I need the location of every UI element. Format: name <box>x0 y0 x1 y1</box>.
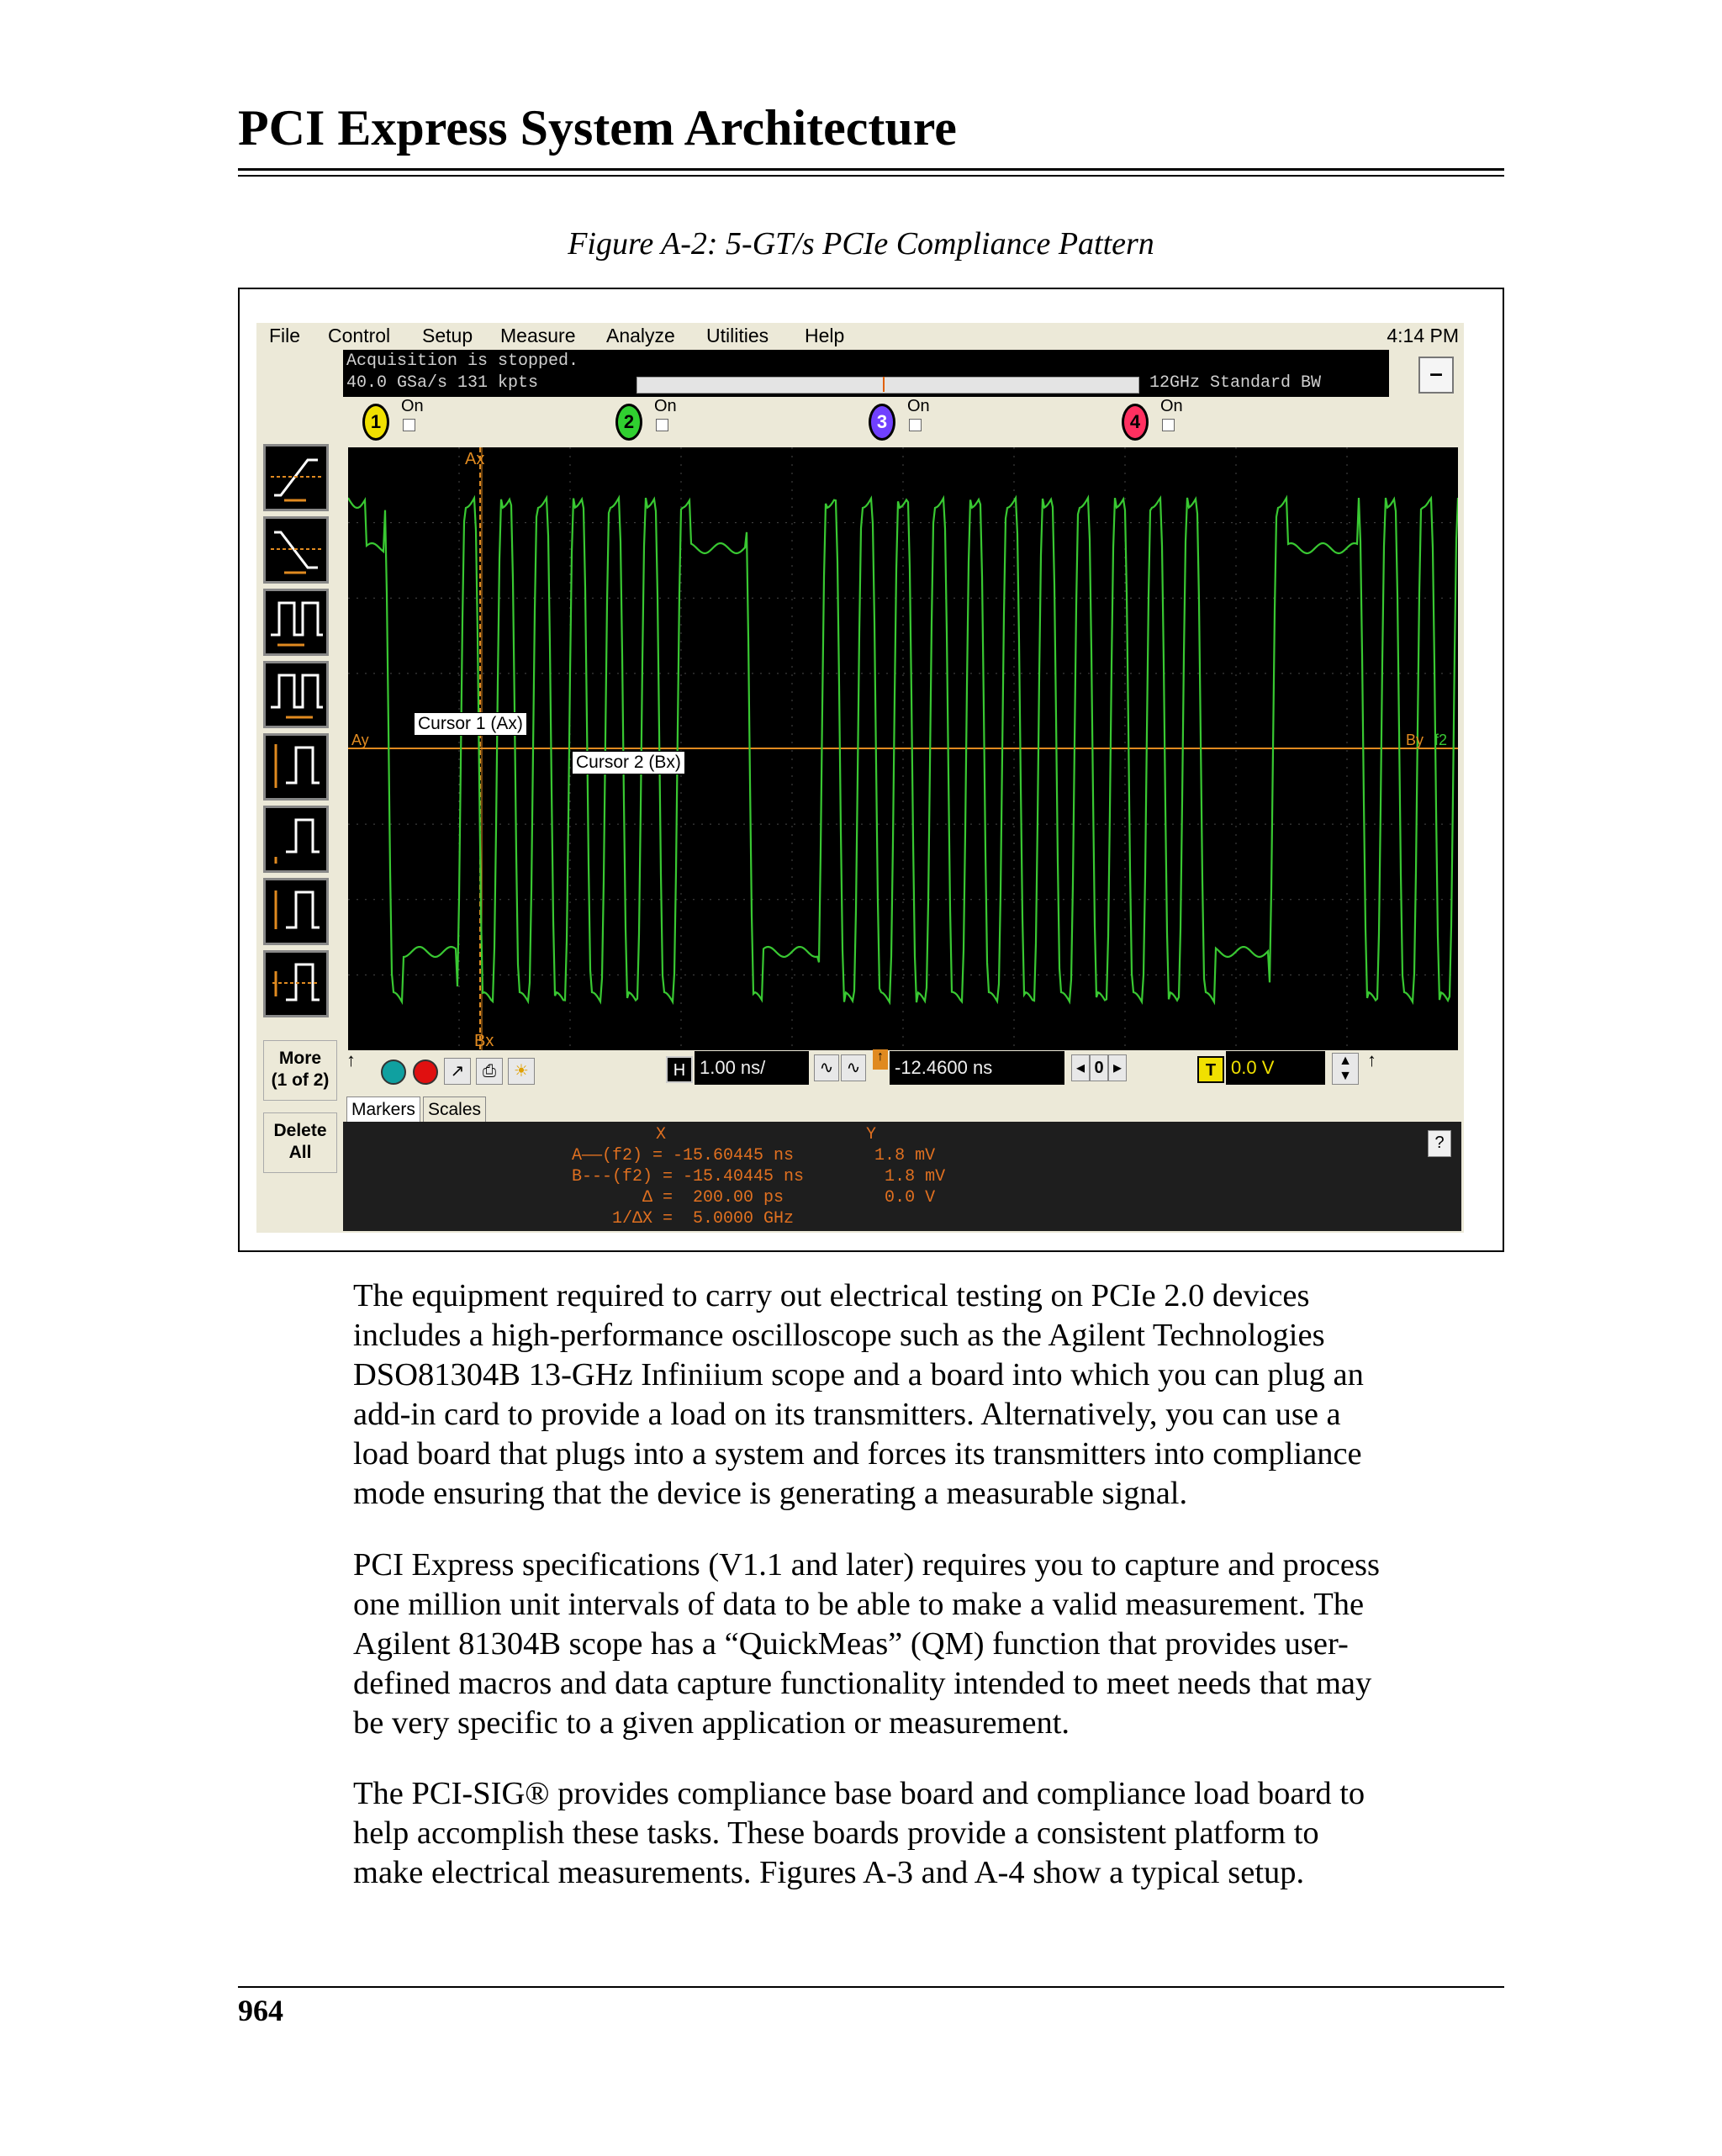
paragraph-2 <box>353 1546 1502 1743</box>
paragraph-1 <box>353 1276 1502 1514</box>
fine-adjust-icon[interactable]: ∿ <box>814 1054 839 1081</box>
channel-2-checkbox[interactable] <box>656 419 668 431</box>
bandwidth-status: 12GHz Standard BW <box>1149 373 1322 393</box>
waveform-display[interactable] <box>348 447 1458 1050</box>
marker-b-row: B---(f2) = -15.40445 ns 1.8 mV <box>572 1167 946 1186</box>
by-marker-label: By <box>1406 732 1424 748</box>
fall-time-measure-button[interactable] <box>263 516 329 584</box>
menu-control[interactable]: Control <box>328 325 391 346</box>
cursor-1-label: Cursor 1 (Ax) <box>414 712 527 736</box>
vmin-measure-button[interactable] <box>263 806 329 873</box>
marker-y-header: Y <box>866 1125 877 1144</box>
delete-all-label-1: Delete <box>273 1121 327 1140</box>
channel-1-on-label: On <box>401 397 424 415</box>
channel-4-badge[interactable]: 4 <box>1122 404 1149 441</box>
clock: 4:14 PM <box>1387 325 1459 346</box>
fall-time-icon <box>266 519 326 581</box>
channel-2-on-label: On <box>654 397 677 415</box>
more-button-label: More <box>278 1049 322 1068</box>
f2-trace-label: f2 <box>1434 732 1448 748</box>
marker-a-row: A——(f2) = -15.60445 ns 1.8 mV <box>572 1146 936 1165</box>
footer-rule <box>238 1986 1504 1988</box>
oscilloscope-screenshot <box>256 323 1464 1233</box>
top-level-icon <box>266 880 326 943</box>
text-line: Agilent 81304B scope has a “QuickMeas” (QM) function that provides user- <box>353 1626 1349 1662</box>
book-title: PCI Express System Architecture <box>238 100 957 156</box>
tab-scales[interactable]: Scales <box>423 1096 486 1123</box>
menu-help[interactable]: Help <box>805 325 845 346</box>
marker-freq-row: 1/ΔX = 5.0000 GHz <box>572 1209 795 1229</box>
memory-bar <box>637 377 1139 394</box>
channel-1-checkbox[interactable] <box>403 419 415 431</box>
delay-right-button[interactable]: ▸ <box>1108 1054 1127 1081</box>
autoscale-button[interactable]: ☀ <box>508 1058 535 1085</box>
trigger-badge: T <box>1197 1056 1224 1083</box>
scope-menubar <box>256 323 1464 350</box>
frequency-icon <box>266 663 326 726</box>
acquisition-status: Acquisition is stopped. <box>346 351 579 371</box>
delete-all-label-2: All <box>288 1143 312 1162</box>
arrow-up-icon[interactable]: ↑ <box>346 1049 356 1070</box>
timebase-scale-field[interactable]: 1.00 ns/ <box>695 1051 809 1085</box>
channel-row <box>256 397 1464 447</box>
average-icon <box>266 953 326 1015</box>
more-button[interactable] <box>263 1040 337 1101</box>
trigger-level-spinner[interactable]: ▲ ▼ <box>1332 1053 1359 1085</box>
timebase-position-field[interactable]: -12.4600 ns <box>890 1051 1064 1085</box>
text-line: be very specific to a given application or measurement. <box>353 1705 1070 1741</box>
text-line: includes a high-performance oscilloscope such as the Agilent Technologies <box>353 1318 1325 1353</box>
text-line: The equipment required to carry out electrical testing on PCIe 2.0 devices <box>353 1278 1310 1313</box>
trigger-level-field[interactable]: 0.0 V <box>1226 1051 1325 1085</box>
vavg-measure-button[interactable] <box>263 950 329 1017</box>
header-rule-thin <box>238 175 1504 177</box>
rise-time-measure-button[interactable] <box>263 444 329 511</box>
page-number: 964 <box>238 1994 283 2027</box>
print-button[interactable]: ⎙ <box>476 1058 503 1085</box>
text-line: DSO81304B 13-GHz Infiniium scope and a board into which you can plug an <box>353 1357 1364 1392</box>
channel-3-checkbox[interactable] <box>909 419 922 431</box>
channel-1-badge[interactable]: 1 <box>362 404 389 441</box>
text-line: defined macros and data capture functionality intended to meet needs that may <box>353 1666 1372 1701</box>
marker-x-header: X <box>656 1125 667 1144</box>
channel-3-badge[interactable]: 3 <box>869 404 895 441</box>
arrow-up-right-icon[interactable]: ↑ <box>1367 1049 1376 1070</box>
frequency-measure-button[interactable] <box>263 661 329 728</box>
stop-button[interactable] <box>413 1060 438 1085</box>
delay-step-value[interactable]: 0 <box>1090 1054 1108 1081</box>
figure-caption: Figure A-2: 5-GT/s PCIe Compliance Pattern <box>568 226 1154 262</box>
menu-analyze[interactable]: Analyze <box>606 325 675 346</box>
text-line: PCI Express specifications (V1.1 and later) requires you to capture and process <box>353 1547 1380 1583</box>
memory-position-marker <box>883 377 885 392</box>
channel-2-badge[interactable]: 2 <box>615 404 642 441</box>
coarse-adjust-icon[interactable]: ∿ <box>841 1054 866 1081</box>
base-level-icon <box>266 808 326 870</box>
bx-marker-label: Bx <box>474 1032 494 1050</box>
vmax-measure-button[interactable] <box>263 878 329 945</box>
cursor-2-label: Cursor 2 (Bx) <box>572 751 685 774</box>
control-bar <box>343 1048 1461 1086</box>
marker-readout-panel <box>343 1122 1461 1231</box>
menu-measure[interactable]: Measure <box>500 325 576 346</box>
channel-3-on-label: On <box>907 397 930 415</box>
help-button[interactable]: ? <box>1428 1130 1451 1157</box>
paragraph-3 <box>353 1774 1502 1893</box>
channel-4-checkbox[interactable] <box>1162 419 1175 431</box>
ay-marker-label: Ay <box>351 732 369 748</box>
menu-setup[interactable]: Setup <box>422 325 473 346</box>
trigger-position-icon: ↑ <box>873 1049 888 1070</box>
text-line: one million unit intervals of data to be able to make a valid measurement. The <box>353 1587 1365 1622</box>
rise-time-icon <box>266 447 326 509</box>
horizontal-badge: H <box>666 1056 693 1083</box>
period-measure-button[interactable] <box>263 589 329 656</box>
tab-markers[interactable]: Markers <box>346 1096 420 1123</box>
more-button-page: (1 of 2) <box>271 1070 330 1090</box>
delete-all-button[interactable] <box>263 1112 337 1173</box>
text-line: The PCI-SIG® provides compliance base board and compliance load board to <box>353 1776 1365 1811</box>
header-rule <box>238 168 1504 171</box>
text-line: help accomplish these tasks. These boards provide a consistent platform to <box>353 1815 1319 1851</box>
delay-left-button[interactable]: ◂ <box>1071 1054 1090 1081</box>
amplitude-icon <box>266 736 326 798</box>
run-button[interactable] <box>381 1060 406 1085</box>
text-line: add-in card to provide a load on its transmitters. Alternatively, you can use a <box>353 1397 1341 1432</box>
marker-delta-row: Δ = 200.00 ps 0.0 V <box>572 1188 936 1207</box>
text-line: make electrical measurements. Figures A-3 and A-4 show a typical setup. <box>353 1855 1305 1890</box>
single-button[interactable]: ↗ <box>444 1058 471 1085</box>
channel-4-on-label: On <box>1160 397 1183 415</box>
menu-file[interactable]: File <box>269 325 301 346</box>
period-icon <box>266 591 326 653</box>
ax-marker-label: Ax <box>465 450 485 468</box>
text-line: load board that plugs into a system and forces its transmitters into compliance <box>353 1436 1362 1472</box>
minimize-button[interactable]: – <box>1418 357 1454 394</box>
waveform-plot <box>348 447 1458 1050</box>
vpp-measure-button[interactable] <box>263 733 329 801</box>
menu-utilities[interactable]: Utilities <box>706 325 769 346</box>
text-line: mode ensuring that the device is generating a measurable signal. <box>353 1476 1188 1511</box>
sample-rate: 40.0 GSa/s 131 kpts <box>346 373 539 393</box>
